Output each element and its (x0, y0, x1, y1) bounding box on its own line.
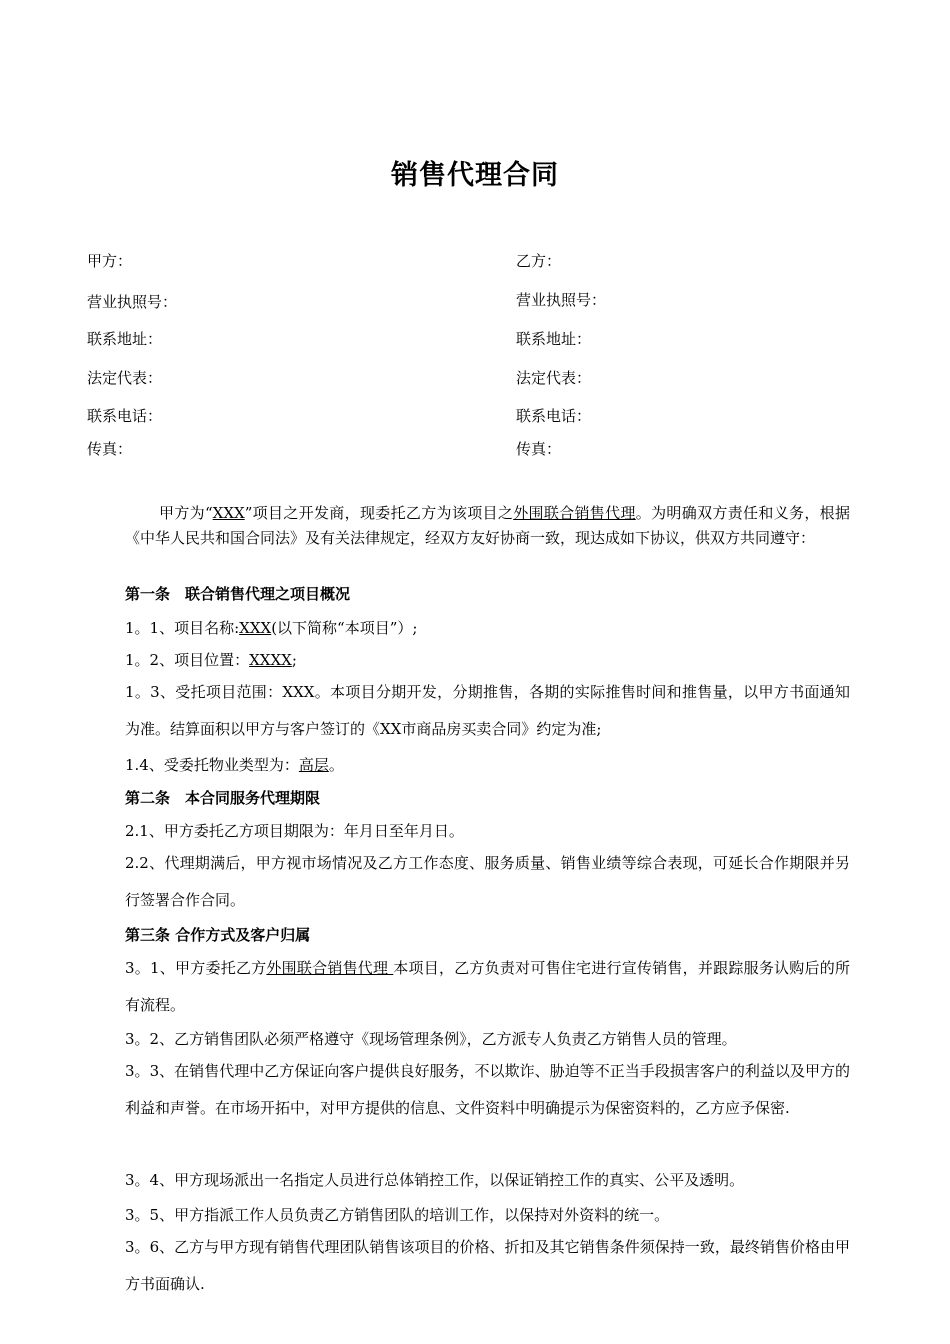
article-1-heading: 第一条 联合销售代理之项目概况 (125, 585, 351, 603)
article-1-item-1 (125, 618, 850, 638)
intro-text-2: ”项目之开发商，现委托乙方为该项目之 (244, 504, 514, 522)
intro-paragraph (125, 501, 850, 551)
article-1-item-4-post: 。 (328, 756, 344, 774)
article-3-item-1 (125, 950, 850, 1024)
article-3-item-2: 3。2、乙方销售团队必须严格遵守《现场管理条例》，乙方派专人负责乙方销售人员的管理。 (125, 1030, 737, 1048)
party-a-phone-label: 联系电话： (87, 407, 163, 425)
page-title: 销售代理合同 (391, 160, 559, 191)
intro-agency-type: 外围联合销售代理 (513, 504, 636, 522)
party-b-phone-label: 联系电话： (516, 407, 592, 425)
article-2-item-1: 2.1、甲方委托乙方项目期限为：年月日至年月日。 (125, 822, 464, 840)
article-3-item-6: 3。6、乙方与甲方现有销售代理团队销售该项目的价格、折扣及其它销售条件须保持一致，最终销售价格由甲方书面确认. (125, 1238, 850, 1293)
article-3-item-1-pre: 3。1、甲方委托乙方 (125, 959, 267, 977)
article-1-item-1-post: (以下简称“本项目”）; (271, 619, 418, 637)
article-3-heading: 第三条 合作方式及客户归属 (125, 926, 311, 944)
party-b-license-label: 营业执照号： (516, 291, 607, 309)
article-1-item-1-pre: 1。1、项目名称: (125, 619, 240, 637)
intro-text-1: 甲方为“ (159, 504, 213, 522)
article-3-agency-type: 外围联合销售代理 (266, 959, 394, 977)
article-1-item-4 (125, 755, 850, 775)
article-1-project-location: XXXX (249, 651, 292, 669)
party-a-name-label: 甲方： (87, 252, 133, 270)
article-1-project-name: XXX (239, 619, 272, 637)
party-a-fax-label: 传真： (87, 440, 133, 458)
article-1-item-2 (125, 650, 850, 670)
article-1-item-4-pre: 1.4、受委托物业类型为： (125, 756, 299, 774)
party-a-rep-label: 法定代表： (87, 369, 163, 387)
article-1-item-2-pre: 1。2、项目位置： (125, 651, 250, 669)
party-a-address-label: 联系地址： (87, 330, 163, 348)
article-1-property-type: 高层 (298, 756, 329, 774)
article-1-item-3: 1。3、受托项目范围：XXX。本项目分期开发，分期推售，各期的实际推售时间和推售量，以甲方书面通知为准。结算面积以甲方与客户签订的《XX市商品房买卖合同》约定为准; (125, 683, 850, 738)
party-b-address-label: 联系地址： (516, 330, 592, 348)
article-3-item-4: 3。4、甲方现场派出一名指定人员进行总体销控工作，以保证销控工作的真实、公平及透明。 (125, 1171, 745, 1189)
article-3-item-1-post: 本项目，乙方负责对可售住宅进行宣传销售，并跟踪服务认购后的所有流程。 (125, 959, 850, 1014)
article-2-item-2: 2.2、代理期满后，甲方视市场情况及乙方工作态度、服务质量、销售业绩等综合表现，可延长合作期限并另行签署合作合同。 (125, 854, 850, 909)
article-1-item-2-post: ; (291, 651, 297, 669)
party-b-rep-label: 法定代表： (516, 369, 592, 387)
party-b-name-label: 乙方： (516, 252, 562, 270)
article-3-item-3: 3。3、在销售代理中乙方保证向客户提供良好服务，不以欺诈、胁迫等不正当手段损害客户的利益以及甲方的利益和声誉。在市场开拓中，对甲方提供的信息、文件资料中明确提示为保密资料的，乙方应予保密. (125, 1062, 850, 1117)
intro-text-3: 。为明确双方责任和义务，根据《中华人民共和国合同法》及有关法律规定，经双方友好协商一致，现达成如下协议，供双方共同遵守： (125, 504, 850, 547)
article-3-item-5: 3。5、甲方指派工作人员负责乙方销售团队的培训工作，以保持对外资料的统一。 (125, 1206, 670, 1224)
party-b-fax-label: 传真： (516, 440, 562, 458)
article-2-heading: 第二条 本合同服务代理期限 (125, 789, 321, 807)
party-a-license-label: 营业执照号： (87, 293, 178, 311)
intro-project-name: XXX (212, 504, 245, 522)
